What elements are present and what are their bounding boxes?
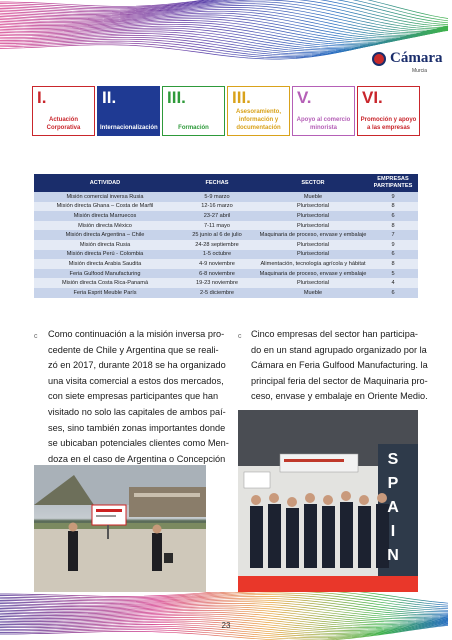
cell-activity: Misión directa Arabia Saudita — [68, 260, 142, 267]
cell-companies: 5 — [391, 270, 395, 277]
cell-activity: Misión directa Ghana – Costa de Marfil — [56, 203, 154, 210]
left-paragraph — [48, 327, 229, 483]
table-row — [34, 202, 418, 212]
cell-sector: Maquinaria de proceso, envase y embalaje — [259, 232, 367, 239]
tab-number: II. — [102, 88, 117, 107]
table-row — [34, 269, 418, 279]
text-line: una visita comercial a estos dos mercados, — [48, 375, 224, 386]
section-tabs — [32, 86, 420, 136]
header-dates: FECHAS — [205, 180, 229, 186]
section-tab — [32, 86, 95, 136]
text-line: con siete empresas participantes que han — [48, 391, 219, 402]
cell-companies: 4 — [391, 280, 395, 287]
table-row — [34, 230, 418, 240]
cell-sector: Mueble — [303, 193, 323, 200]
table-row — [34, 221, 418, 231]
text-line: ceso, envase y embalaje en Oriente Medio. — [251, 391, 428, 402]
decorative-wave-footer — [0, 592, 452, 640]
cell-dates: 12-16 marzo — [201, 203, 233, 210]
photo-fair-stand — [238, 410, 418, 592]
tab-label: Apoyo al comercio minorista — [296, 117, 351, 131]
cell-activity: Misión directa Marruecos — [73, 212, 137, 219]
cell-companies: 7 — [391, 232, 395, 239]
photo-company-visit — [34, 465, 206, 592]
tab-label: Actuación Corporativa — [46, 117, 81, 131]
text-line: zó en 2017, durante 2018 se ha organizado — [48, 360, 226, 371]
cell-sector: Plurisectorial — [296, 203, 330, 210]
cell-dates: 25 junio al 6 de julio — [192, 232, 242, 239]
text-line: Cámara en Feria Gulfood Manufacturing. la — [251, 360, 428, 371]
header-companies: EMPRESAS PARTIPANTES — [373, 176, 413, 189]
text-line: Como continuación a la misión inversa pro- — [48, 329, 225, 339]
table-body — [34, 192, 418, 298]
cell-dates: 24-28 septiembre — [195, 241, 239, 248]
cell-companies: 6 — [391, 251, 395, 258]
cell-activity: Misión directa México — [78, 222, 132, 229]
bullet-icon: c — [238, 333, 242, 340]
cell-sector: Maquinaria de proceso, envase y embalaje — [259, 270, 367, 277]
right-paragraph — [251, 327, 428, 405]
text-line: se ubicaban potenciales clientes como Men- — [48, 438, 229, 449]
tab-number: III. — [232, 88, 251, 107]
page-number: 23 — [221, 621, 231, 630]
header-activity: ACTIVIDAD — [89, 180, 121, 186]
table-row — [34, 288, 418, 298]
cell-sector: Alimentación, tecnología agrícola y hábitat — [260, 260, 366, 267]
cell-sector: Plurisectorial — [296, 212, 330, 219]
cell-activity: Misión directa Argentina – Chile — [65, 232, 145, 239]
tab-label: Internacionalización — [100, 125, 158, 131]
cell-companies: 8 — [391, 203, 395, 210]
cell-companies: 8 — [391, 222, 395, 229]
bullet-icon: c — [34, 333, 38, 340]
cell-dates: 7-11 mayo — [203, 222, 230, 229]
cell-sector: Plurisectorial — [296, 241, 330, 248]
text-line: do en un stand agrupado organizado por la — [251, 344, 427, 355]
table-row — [34, 250, 418, 260]
tab-number: III. — [167, 88, 186, 107]
section-tab — [97, 86, 160, 136]
text-line: ses, sino también zonas importantes donde — [48, 422, 226, 433]
text-line: visitado no solo las capitales de ambos paí- — [48, 406, 226, 417]
table-row — [34, 259, 418, 269]
cell-companies: 6 — [391, 212, 395, 219]
cell-companies: 6 — [391, 289, 395, 296]
cell-dates: 2-5 diciembre — [200, 289, 234, 296]
text-line: cedente de Chile y Argentina que se reali- — [48, 344, 219, 355]
cell-dates: 23-27 abril — [203, 212, 231, 219]
table-header — [34, 174, 418, 192]
cell-sector: Plurisectorial — [296, 280, 330, 287]
text-line: Cinco empresas del sector han participa- — [251, 329, 418, 339]
cell-sector: Plurisectorial — [296, 222, 330, 229]
section-tab — [292, 86, 355, 136]
cell-activity: Misión directa Costa Rica-Panamá — [61, 280, 149, 287]
seal-icon — [372, 52, 386, 66]
cell-activity: Misión directa Perú - Colombia — [66, 251, 144, 258]
cell-activity: Feria Gulfood Manufacturing — [69, 270, 141, 277]
logo-city: Murcia — [412, 68, 428, 74]
cell-companies: 9 — [391, 193, 395, 200]
text-line: doza en el caso de Argentina o Concepción — [48, 453, 226, 464]
table-row — [34, 211, 418, 221]
section-tab — [227, 86, 290, 136]
section-tab — [162, 86, 225, 136]
table-row — [34, 192, 418, 202]
tab-number: I. — [37, 88, 47, 107]
logo-name: Cámara — [390, 50, 443, 66]
cell-dates: 19-23 noviembre — [196, 280, 238, 287]
table-row — [34, 240, 418, 250]
tab-label: Promoción y apoyo a las empresas — [360, 117, 417, 131]
cell-companies: 8 — [391, 260, 395, 267]
tab-label: Asesoramiento, información y documentación — [235, 109, 281, 131]
cell-dates: 1-5 octubre — [202, 251, 232, 258]
cell-companies: 9 — [391, 241, 395, 248]
text-line: principal feria del sector de Maquinaria pro- — [251, 375, 428, 386]
activities-table — [34, 174, 418, 298]
spain-sign: S P A I N — [387, 451, 399, 564]
cell-sector: Mueble — [303, 289, 323, 296]
header-sector: SECTOR — [301, 180, 325, 186]
cell-sector: Plurisectorial — [296, 251, 330, 258]
cell-activity: Feria Esprit Meuble París — [73, 289, 137, 296]
cell-activity: Misión comercial inversa Rusia — [66, 193, 144, 200]
cell-dates: 5-9 marzo — [204, 193, 230, 200]
cell-dates: 6-8 noviembre — [199, 270, 235, 277]
cell-dates: 4-9 noviembre — [199, 260, 235, 267]
tab-label: Formación — [178, 125, 209, 131]
tab-number: VI. — [362, 88, 383, 107]
camara-logo — [372, 50, 442, 76]
cell-activity: Misión directa Rusia — [79, 241, 131, 248]
section-tab — [357, 86, 420, 136]
table-row — [34, 278, 418, 288]
tab-number: V. — [297, 88, 312, 107]
